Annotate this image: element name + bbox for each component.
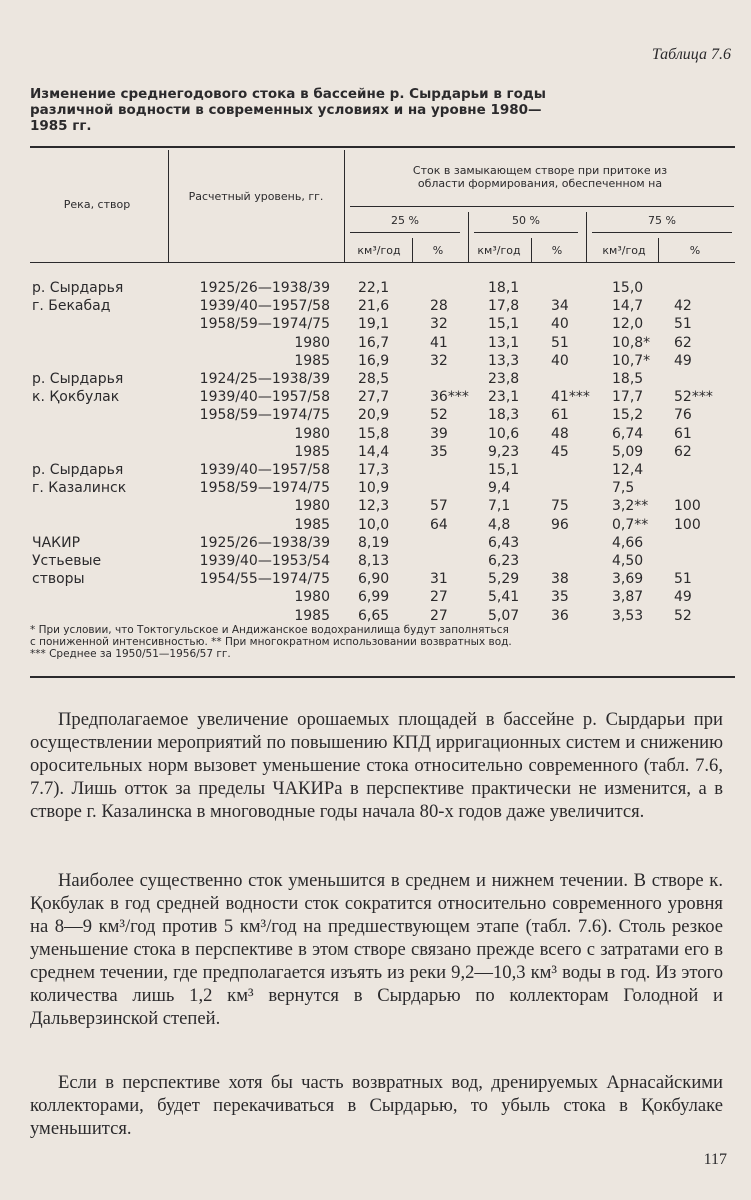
cell-flow-25: 20,9 xyxy=(358,407,390,424)
cell-level: 1985 xyxy=(294,443,330,460)
cell-pct-75: 51 xyxy=(674,571,692,588)
cell-pct-75: 61 xyxy=(674,425,692,442)
cell-flow-25: 15,8 xyxy=(358,425,390,442)
header-pct: % xyxy=(432,244,444,257)
header-p25: 25 % xyxy=(391,214,419,227)
header-p75: 75 % xyxy=(648,214,676,227)
cell-flow-75: 4,50 xyxy=(612,553,644,569)
cell-flow-50: 18,1 xyxy=(488,280,520,296)
cell-flow-50: 17,8 xyxy=(488,298,520,315)
paragraph-3 xyxy=(30,1071,723,1140)
cell-flow-50: 15,1 xyxy=(488,462,520,478)
cell-flow-25: 12,3 xyxy=(358,498,390,515)
paragraph-text: Наиболее существенно сток уменьшится в среднем и нижнем течении. В створе к. Қокбулак в год средней водности сток сократится относительно современного уровня на 8—9 км³/год против 5 км³/год на предшествующем этапе (табл. 7.6). Столь резкое уменьшение стока в перспективе в этом створе связано прежде всего с затратами его в среднем течении, где предполагается изъять из реки 9,2—10,3 км³ воды в год. Из этого количества лишь 1,2 км³ вернутся в Сырдарью по коллекторам Голодной и Дальверзинской степей. xyxy=(30,870,723,1029)
header-km3: км³/год xyxy=(477,244,521,257)
table-caption: Изменение среднегодового стока в бассейне р. Сырдарьи в годы различной водности в современных условиях и на уровне 1980—1985 гг. xyxy=(30,86,546,134)
cell-pct-25: 31 xyxy=(430,571,448,588)
cell-pct-50: 41*** xyxy=(551,389,590,406)
paragraph-text: Предполагаемое увеличение орошаемых площадей в бассейне р. Сырдарьи при осуществлении мероприятий по повышению КПД ирригационных систем и снижению оросительных норм вызовет уменьшение стока относительно современного (табл. 7.6, 7.7). Лишь отток за пределы ЧАКИРа в перспективе практически не изменится, а в створе г. Казалинска в многоводные годы начала 80-х годов даже увеличится. xyxy=(30,709,723,822)
cell-river: Устьевые xyxy=(32,553,102,569)
header-km3: км³/год xyxy=(602,244,646,257)
cell-flow-75: 15,0 xyxy=(612,280,644,296)
cell-river: ЧАКИР xyxy=(32,534,81,551)
header-p50: 50 % xyxy=(512,214,540,227)
cell-flow-75: 7,5 xyxy=(612,480,635,497)
cell-pct-25: 64 xyxy=(430,516,448,533)
cell-flow-75: 15,2 xyxy=(612,407,644,424)
cell-level: 1939/40—1957/58 xyxy=(199,298,330,315)
cell-level: 1980 xyxy=(294,334,330,351)
cell-pct-25: 36*** xyxy=(430,389,469,406)
cell-pct-25: 41 xyxy=(430,334,448,351)
cell-flow-25: 22,1 xyxy=(358,280,390,296)
cell-flow-75: 3,53 xyxy=(612,607,644,624)
cell-level: 1924/25—1938/39 xyxy=(199,371,330,387)
cell-flow-50: 5,41 xyxy=(488,589,520,606)
cell-flow-50: 5,07 xyxy=(488,607,520,624)
cell-flow-75: 0,7** xyxy=(612,516,649,533)
cell-level: 1985 xyxy=(294,607,330,624)
column-divider xyxy=(658,238,659,262)
table-number: Таблица 7.6 xyxy=(651,46,731,63)
cell-pct-75: 52 xyxy=(674,607,692,624)
cell-pct-25: 39 xyxy=(430,425,448,442)
cell-flow-75: 5,09 xyxy=(612,443,644,460)
page-number: 117 xyxy=(703,1151,727,1168)
cell-level: 1980 xyxy=(294,425,330,442)
cell-pct-50: 36 xyxy=(551,607,569,624)
cell-river: к. Қокбулак xyxy=(32,389,120,406)
cell-flow-50: 5,29 xyxy=(488,571,520,588)
cell-flow-50: 4,8 xyxy=(488,516,511,533)
footnote-line: * При условии, что Токтогульское и Андижанское водохранилища будут заполняться xyxy=(30,624,509,636)
cell-pct-50: 35 xyxy=(551,589,569,606)
cell-pct-75: 62 xyxy=(674,443,692,460)
cell-pct-75: 49 xyxy=(674,589,692,606)
column-divider xyxy=(168,150,169,262)
cell-river: р. Сырдарья xyxy=(32,462,124,478)
cell-flow-75: 3,2** xyxy=(612,498,649,515)
cell-flow-50: 13,1 xyxy=(488,334,520,351)
header-pct: % xyxy=(551,244,563,257)
cell-flow-25: 16,7 xyxy=(358,334,390,351)
cell-flow-25: 21,6 xyxy=(358,298,390,315)
cell-level: 1958/59—1974/75 xyxy=(199,316,330,333)
cell-pct-25: 35 xyxy=(430,443,448,460)
cell-pct-75: 76 xyxy=(674,407,692,424)
cell-flow-25: 6,90 xyxy=(358,571,390,588)
cell-flow-50: 9,4 xyxy=(488,480,511,497)
cell-river: г. Казалинск xyxy=(32,480,127,497)
paragraph-1 xyxy=(30,708,723,823)
cell-river: р. Сырдарья xyxy=(32,280,124,296)
cell-river: р. Сырдарья xyxy=(32,371,124,387)
cell-level: 1980 xyxy=(294,498,330,515)
cell-level: 1954/55—1974/75 xyxy=(199,571,330,588)
cell-flow-25: 6,99 xyxy=(358,589,390,606)
footnote-line: с пониженной интенсивностью. ** При многократном использовании возвратных вод. xyxy=(30,636,512,648)
cell-flow-50: 6,23 xyxy=(488,553,520,569)
cell-pct-50: 96 xyxy=(551,516,569,533)
cell-flow-75: 12,0 xyxy=(612,316,644,333)
cell-level: 1939/40—1957/58 xyxy=(199,389,330,406)
cell-level: 1925/26—1938/39 xyxy=(199,280,330,296)
cell-flow-50: 9,23 xyxy=(488,443,520,460)
cell-pct-75: 49 xyxy=(674,352,692,369)
cell-flow-25: 8,19 xyxy=(358,534,390,551)
cell-pct-50: 61 xyxy=(551,407,569,424)
paragraph-text: Если в перспективе хотя бы часть возвратных вод, дренируемых Арнасайскими коллекторами, будет перекачиваться в Сырдарью, то убыль стока в Қокбулаке уменьшится. xyxy=(30,1072,723,1139)
cell-level: 1985 xyxy=(294,516,330,533)
cell-pct-75: 100 xyxy=(674,498,701,515)
cell-flow-25: 17,3 xyxy=(358,462,390,478)
paragraph-2 xyxy=(30,869,723,1030)
cell-flow-75: 10,7* xyxy=(612,352,651,369)
cell-level: 1980 xyxy=(294,589,330,606)
p25-rule xyxy=(350,232,460,233)
cell-pct-50: 40 xyxy=(551,316,569,333)
cell-flow-75: 17,7 xyxy=(612,389,644,406)
cell-flow-25: 8,13 xyxy=(358,553,390,569)
cell-flow-50: 23,1 xyxy=(488,389,520,406)
table-top-rule xyxy=(30,146,735,148)
header-km3: км³/год xyxy=(357,244,401,257)
p75-rule xyxy=(592,232,732,233)
cell-pct-25: 57 xyxy=(430,498,448,515)
header-level: Расчетный уровень, гг. xyxy=(188,190,324,203)
cell-flow-75: 3,87 xyxy=(612,589,644,606)
table-bottom-rule xyxy=(30,676,735,678)
cell-pct-75: 100 xyxy=(674,516,701,533)
header-pct: % xyxy=(689,244,701,257)
cell-pct-50: 38 xyxy=(551,571,569,588)
table-header-rule xyxy=(30,262,735,263)
cell-level: 1939/40—1953/54 xyxy=(199,553,330,569)
cell-flow-25: 16,9 xyxy=(358,352,390,369)
cell-flow-75: 4,66 xyxy=(612,534,644,551)
cell-flow-75: 14,7 xyxy=(612,298,644,315)
cell-river: створы xyxy=(32,571,85,588)
cell-pct-75: 51 xyxy=(674,316,692,333)
cell-pct-25: 32 xyxy=(430,352,448,369)
cell-pct-75: 52*** xyxy=(674,389,713,406)
cell-pct-25: 32 xyxy=(430,316,448,333)
column-divider xyxy=(531,238,532,262)
cell-flow-50: 15,1 xyxy=(488,316,520,333)
column-divider xyxy=(586,212,587,262)
cell-flow-50: 6,43 xyxy=(488,534,520,551)
cell-level: 1925/26—1938/39 xyxy=(199,534,330,551)
cell-pct-75: 42 xyxy=(674,298,692,315)
cell-pct-25: 28 xyxy=(430,298,448,315)
cell-flow-25: 27,7 xyxy=(358,389,390,406)
column-divider xyxy=(412,238,413,262)
cell-flow-75: 6,74 xyxy=(612,425,644,442)
table-footnotes xyxy=(30,624,730,660)
cell-level: 1958/59—1974/75 xyxy=(199,407,330,424)
cell-flow-75: 10,8* xyxy=(612,334,651,351)
cell-flow-50: 13,3 xyxy=(488,352,520,369)
cell-pct-50: 45 xyxy=(551,443,569,460)
column-divider xyxy=(344,150,345,262)
cell-pct-75: 62 xyxy=(674,334,692,351)
header-river: Река, створ xyxy=(63,198,131,211)
cell-pct-25: 52 xyxy=(430,407,448,424)
cell-flow-25: 14,4 xyxy=(358,443,390,460)
cell-river: г. Бекабад xyxy=(32,298,111,315)
cell-level: 1958/59—1974/75 xyxy=(199,480,330,497)
cell-pct-50: 75 xyxy=(551,498,569,515)
cell-flow-25: 6,65 xyxy=(358,607,390,624)
footnote-line: *** Среднее за 1950/51—1956/57 гг. xyxy=(30,648,231,660)
header-flow: Сток в замыкающем створе при притоке из области формирования, обеспеченном на xyxy=(412,164,668,190)
cell-pct-50: 40 xyxy=(551,352,569,369)
cell-level: 1985 xyxy=(294,352,330,369)
cell-pct-25: 27 xyxy=(430,607,448,624)
cell-flow-75: 12,4 xyxy=(612,462,644,478)
cell-flow-25: 28,5 xyxy=(358,371,390,387)
cell-flow-50: 23,8 xyxy=(488,371,520,387)
cell-pct-25: 27 xyxy=(430,589,448,606)
cell-pct-50: 48 xyxy=(551,425,569,442)
cell-pct-50: 51 xyxy=(551,334,569,351)
p50-rule xyxy=(474,232,578,233)
cell-flow-50: 18,3 xyxy=(488,407,520,424)
cell-flow-75: 3,69 xyxy=(612,571,644,588)
cell-flow-50: 7,1 xyxy=(488,498,511,515)
flow-header-rule xyxy=(350,206,734,207)
cell-pct-50: 34 xyxy=(551,298,569,315)
cell-flow-25: 10,0 xyxy=(358,516,390,533)
cell-flow-50: 10,6 xyxy=(488,425,520,442)
cell-flow-25: 19,1 xyxy=(358,316,390,333)
cell-flow-25: 10,9 xyxy=(358,480,390,497)
cell-level: 1939/40—1957/58 xyxy=(199,462,330,478)
cell-flow-75: 18,5 xyxy=(612,371,644,387)
